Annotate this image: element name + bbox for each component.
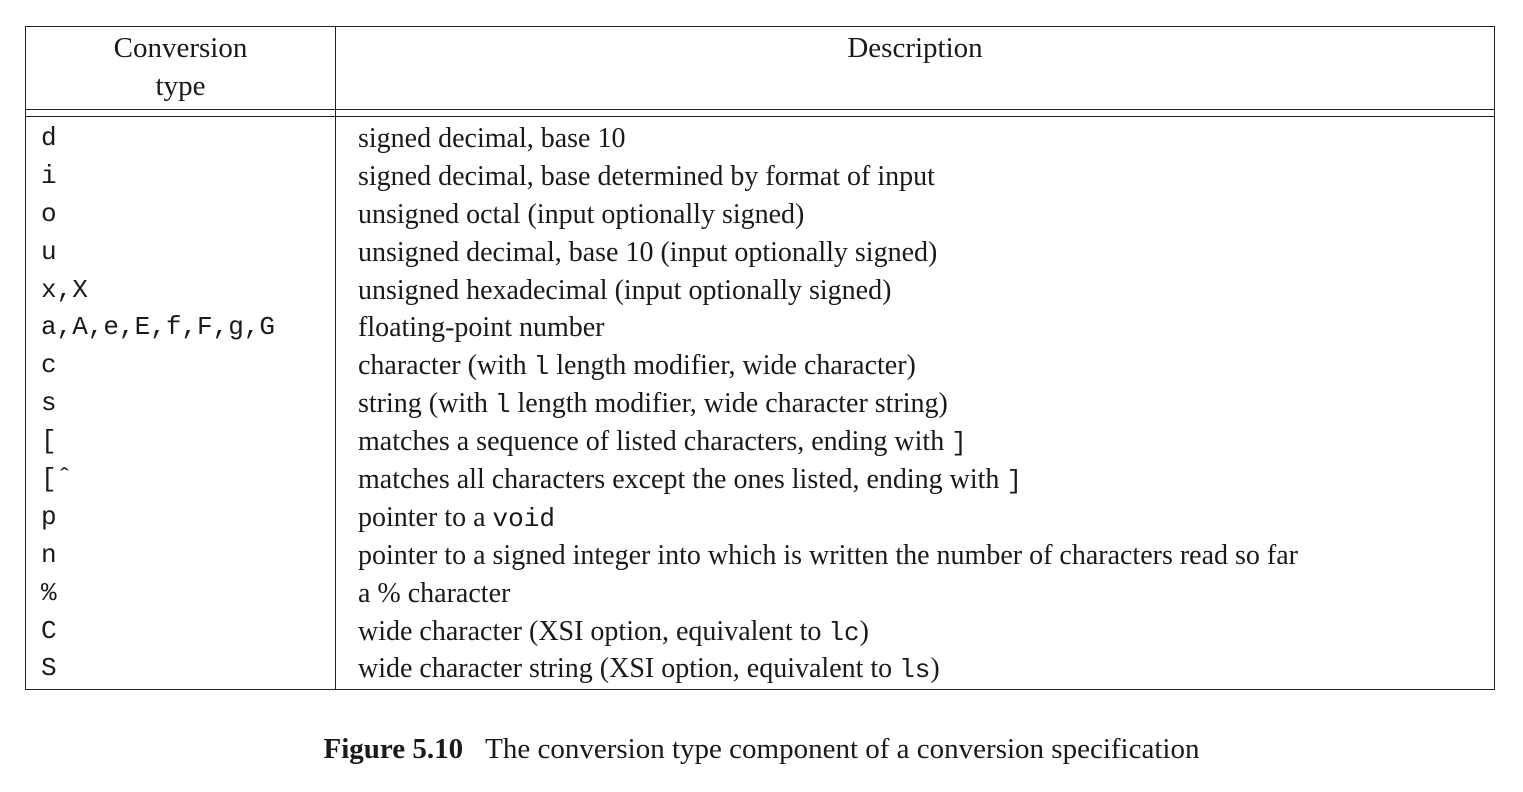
description-cell [358, 234, 937, 272]
description-cell [358, 499, 555, 539]
description-text: signed decimal, base determined by format of input [358, 160, 935, 192]
table-body [26, 120, 1494, 688]
description-text: string (with [358, 388, 495, 420]
column-header-conversion-type-line2: type [155, 70, 206, 102]
description-text: character (with [358, 350, 534, 382]
description-cell [358, 461, 1022, 501]
table-row [26, 234, 1494, 272]
figure-caption [0, 729, 1523, 769]
conversion-type-cell: % [41, 577, 57, 608]
conversion-type-cell: s [41, 388, 57, 419]
description-text: pointer to a signed integer into which is written the number of characters read so far [358, 539, 1299, 571]
conversion-type-cell: x,X [41, 274, 88, 305]
description-text: unsigned decimal, base 10 (input optionally signed) [358, 236, 938, 268]
description-text: floating-point number [358, 312, 605, 344]
column-header-conversion-type-line1: Conversion [113, 32, 248, 64]
description-cell [358, 158, 935, 196]
code-fragment: void [492, 503, 555, 534]
description-text: wide character (XSI option, equivalent to [358, 615, 829, 647]
description-text: unsigned octal (input optionally signed) [358, 198, 805, 230]
conversion-type-cell: [ [41, 426, 57, 457]
conversion-type-cell: u [41, 236, 57, 267]
description-cell [358, 120, 625, 158]
description-cell [358, 272, 891, 310]
figure-caption-text: The conversion type component of a conversion specification [485, 733, 1200, 765]
description-text: signed decimal, base 10 [358, 123, 626, 154]
conversion-type-cell: o [41, 198, 57, 229]
column-header-conversion-type [26, 29, 335, 105]
table-row [26, 120, 1494, 158]
header-rule-top [26, 109, 1494, 110]
description-text: a % character [358, 577, 511, 609]
description-cell [358, 537, 1298, 575]
table-row [26, 309, 1494, 347]
table-row [26, 575, 1494, 613]
description-cell [358, 423, 967, 463]
description-text: ) [930, 653, 940, 685]
description-text: matches a sequence of listed characters, ending with [358, 426, 952, 458]
conversion-type-cell: p [41, 501, 57, 532]
code-fragment: ] [1006, 466, 1023, 497]
description-cell [358, 650, 940, 690]
code-fragment: l [494, 390, 511, 421]
conversion-type-cell: [ˆ [41, 464, 73, 495]
figure-label: Figure 5.10 [323, 733, 464, 765]
description-text: length modifier, wide character string) [510, 388, 948, 420]
conversion-type-cell: S [41, 653, 57, 684]
description-text: ) [859, 615, 869, 647]
table-row [26, 423, 1494, 461]
table-row [26, 158, 1494, 196]
description-cell [358, 575, 510, 613]
header-rule-bottom [26, 116, 1494, 117]
description-cell [358, 309, 605, 347]
conversion-type-table [25, 26, 1495, 690]
description-text: matches all characters except the ones listed, ending with [358, 464, 1007, 496]
conversion-type-cell: d [41, 123, 57, 153]
table-row [26, 196, 1494, 234]
conversion-type-cell: n [41, 539, 57, 570]
conversion-type-cell: a,A,e,E,f,F,g,G [41, 312, 276, 343]
table-row [26, 537, 1494, 575]
conversion-type-cell: C [41, 615, 57, 646]
description-cell [358, 196, 804, 234]
description-cell [358, 613, 869, 653]
code-fragment: ls [899, 655, 931, 686]
description-text: length modifier, wide character) [549, 350, 916, 382]
table-row [26, 461, 1494, 499]
column-header-description: Description [847, 32, 983, 64]
description-text: wide character string (XSI option, equivalent to [358, 653, 900, 685]
code-fragment: lc [828, 617, 860, 648]
table-row [26, 272, 1494, 310]
table-row [26, 613, 1494, 651]
table-row [26, 347, 1494, 385]
code-fragment: l [533, 352, 550, 383]
description-text: pointer to a [358, 501, 493, 533]
conversion-type-cell: c [41, 350, 57, 381]
description-cell [358, 347, 916, 387]
conversion-type-cell: i [41, 160, 57, 191]
description-text: unsigned hexadecimal (input optionally signed) [358, 274, 892, 306]
table-row [26, 385, 1494, 423]
table-row [26, 650, 1494, 688]
description-cell [358, 385, 948, 425]
table-row [26, 499, 1494, 537]
code-fragment: ] [951, 428, 967, 459]
